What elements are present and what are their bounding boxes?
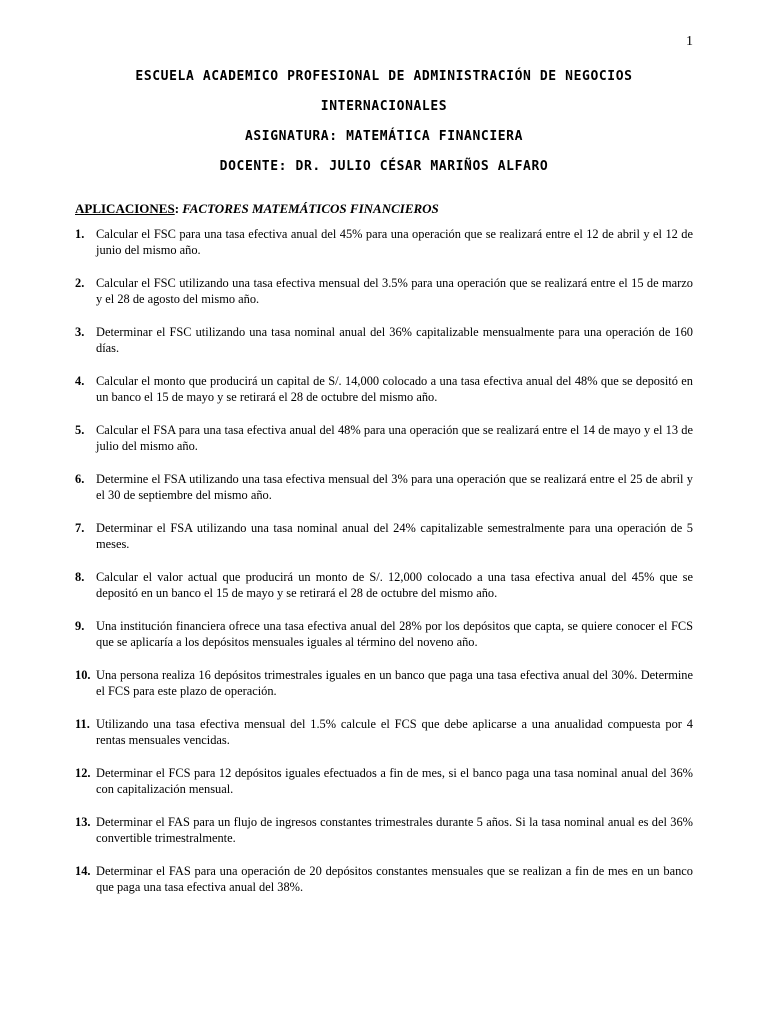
problem-item bbox=[75, 226, 693, 258]
problem-number: 5. bbox=[75, 423, 85, 437]
problem-text: Determinar el FAS para una operación de 20 depósitos constantes mensuales que se realizan a fin de mes en un banco que paga una tasa efectiva anual del 38%. bbox=[96, 864, 693, 894]
problem-text: Calcular el monto que producirá un capital de S/. 14,000 colocado a una tasa efectiva anual del 48% que se depositó en un banco el 15 de mayo y se retirará el 28 de octubre del mismo año. bbox=[96, 374, 693, 404]
section-title bbox=[75, 201, 439, 217]
instructor-name: DOCENTE: DR. JULIO CÉSAR MARIÑOS ALFARO bbox=[219, 159, 549, 174]
problem-number: 3. bbox=[75, 325, 85, 339]
problem-text: Utilizando una tasa efectiva mensual del 1.5% calcule el FCS que debe aplicarse a una anualidad compuesta por 4 rentas mensuales vencidas. bbox=[96, 717, 693, 747]
problem-text: Calcular el FSA para una tasa efectiva anual del 48% para una operación que se realizará entre el 14 de mayo y el 13 de julio del mismo año. bbox=[96, 423, 693, 453]
problem-text: Determinar el FSC utilizando una tasa nominal anual del 36% capitalizable mensualmente para una operación de 160 días. bbox=[96, 325, 693, 355]
document-header bbox=[0, 66, 768, 186]
problem-number: 11. bbox=[75, 717, 90, 731]
problem-number: 12. bbox=[75, 766, 91, 780]
section-title-lead: APLICACIONES bbox=[75, 201, 175, 216]
school-name-line: ESCUELA ACADEMICO PROFESIONAL DE ADMINISTRACIÓN DE NEGOCIOS bbox=[135, 69, 633, 84]
problem-text: Calcular el FSC para una tasa efectiva anual del 45% para una operación que se realizará entre el 12 de abril y el 12 de junio del mismo año. bbox=[96, 227, 693, 257]
problem-text: Determinar el FSA utilizando una tasa nominal anual del 24% capitalizable semestralmente para una operación de 5 meses. bbox=[96, 521, 693, 551]
problem-number: 9. bbox=[75, 619, 85, 633]
problem-item bbox=[75, 471, 693, 503]
problem-item bbox=[75, 863, 693, 895]
problem-number: 8. bbox=[75, 570, 85, 584]
problem-item bbox=[75, 324, 693, 356]
problem-item bbox=[75, 618, 693, 650]
problem-item bbox=[75, 275, 693, 307]
problem-item bbox=[75, 765, 693, 797]
course-name: ASIGNATURA: MATEMÁTICA FINANCIERA bbox=[244, 129, 524, 144]
school-name-continuation: INTERNACIONALES bbox=[320, 99, 448, 114]
problem-item bbox=[75, 569, 693, 601]
problem-number: 14. bbox=[75, 864, 91, 878]
problem-list bbox=[75, 226, 693, 912]
problem-number: 13. bbox=[75, 815, 91, 829]
section-title-separator: : bbox=[174, 201, 183, 216]
problem-text: Una institución financiera ofrece una tasa efectiva anual del 28% por los depósitos que capta, se quiere conocer el FCS que se aplicaría a los depósitos mensuales iguales al término del noveno año. bbox=[96, 619, 693, 649]
problem-number: 2. bbox=[75, 276, 85, 290]
problem-number: 1. bbox=[75, 227, 85, 241]
problem-item bbox=[75, 814, 693, 846]
problem-item bbox=[75, 373, 693, 405]
section-title-topic: FACTORES MATEMÁTICOS FINANCIEROS bbox=[182, 201, 439, 216]
problem-text: Una persona realiza 16 depósitos trimestrales iguales en un banco que paga una tasa efectiva anual del 30%. Determine el FCS para este plazo de operación. bbox=[96, 668, 693, 698]
problem-item bbox=[75, 520, 693, 552]
problem-text: Determine el FSA utilizando una tasa efectiva mensual del 3% para una operación que se realizará entre el 25 de abril y el 30 de septiembre del mismo año. bbox=[96, 472, 693, 502]
problem-text: Determinar el FCS para 12 depósitos iguales efectuados a fin de mes, si el banco paga una tasa nominal anual del 36% con capitalización mensual. bbox=[96, 766, 693, 796]
problem-item bbox=[75, 667, 693, 699]
problem-item bbox=[75, 422, 693, 454]
page-number: 1 bbox=[686, 34, 693, 49]
problem-number: 4. bbox=[75, 374, 85, 388]
problem-text: Calcular el FSC utilizando una tasa efectiva mensual del 3.5% para una operación que se realizará entre el 15 de marzo y el 28 de agosto del mismo año. bbox=[96, 276, 693, 306]
problem-text: Calcular el valor actual que producirá un monto de S/. 12,000 colocado a una tasa efectiva anual del 45% que se depositó en un banco el 15 de mayo y se retirará el 28 de octubre del mismo año. bbox=[96, 570, 693, 600]
problem-item bbox=[75, 716, 693, 748]
problem-number: 7. bbox=[75, 521, 85, 535]
problem-number: 6. bbox=[75, 472, 85, 486]
problem-text: Determinar el FAS para un flujo de ingresos constantes trimestrales durante 5 años. Si la tasa nominal anual es del 36% convertible trimestralmente. bbox=[96, 815, 693, 845]
problem-number: 10. bbox=[75, 668, 91, 682]
